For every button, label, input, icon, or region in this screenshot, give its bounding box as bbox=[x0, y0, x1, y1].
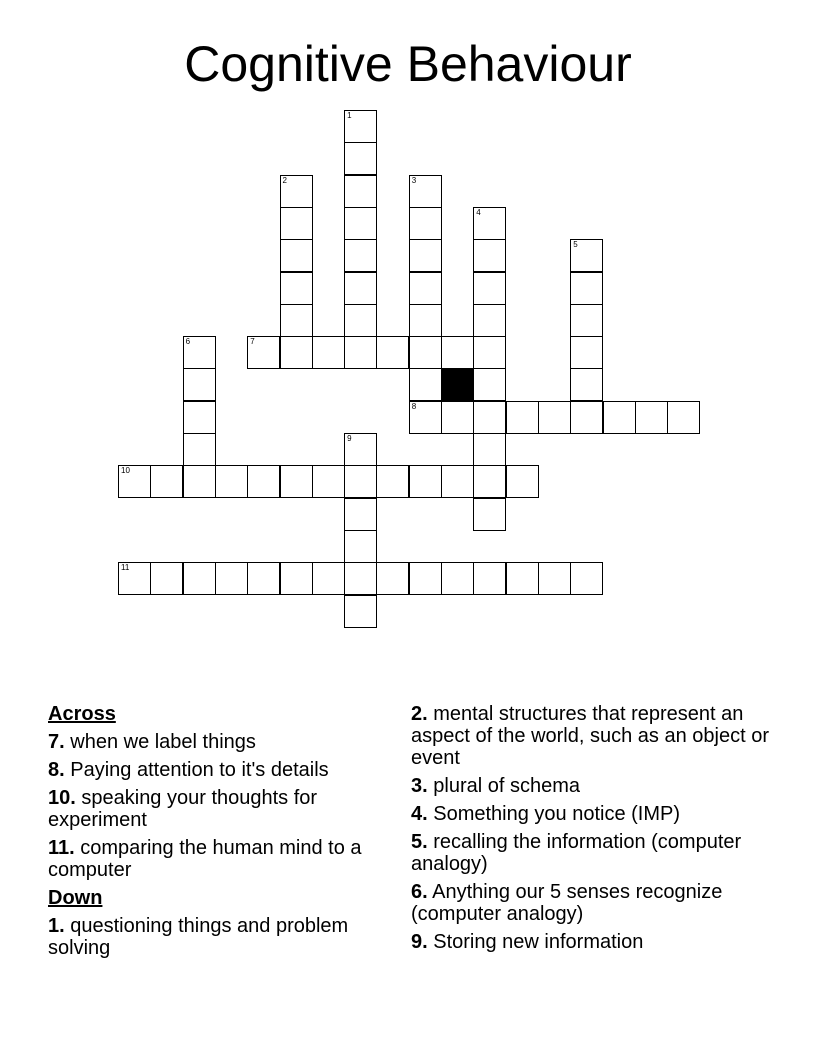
clue-number: 4 bbox=[476, 207, 481, 217]
grid-cell[interactable] bbox=[150, 562, 183, 595]
clue-down-6: 6. Anything our 5 senses recognize (computer analogy) bbox=[411, 881, 723, 925]
grid-cell[interactable] bbox=[441, 465, 474, 498]
grid-cell[interactable] bbox=[344, 175, 377, 208]
grid-cell[interactable] bbox=[344, 498, 377, 531]
grid-cell[interactable] bbox=[409, 207, 442, 240]
clue-across-11: 11. comparing the human mind to a computer bbox=[48, 837, 362, 881]
grid-cell[interactable] bbox=[538, 562, 571, 595]
grid-cell[interactable] bbox=[506, 562, 539, 595]
puzzle-title: Cognitive Behaviour bbox=[184, 36, 632, 92]
grid-cell[interactable] bbox=[183, 368, 216, 401]
grid-cell[interactable] bbox=[344, 595, 377, 628]
grid-cell[interactable] bbox=[409, 272, 442, 305]
grid-cell[interactable] bbox=[473, 562, 506, 595]
grid-cell[interactable] bbox=[183, 401, 216, 434]
grid-cell[interactable] bbox=[570, 304, 603, 337]
grid-block bbox=[441, 368, 474, 401]
grid-cell[interactable] bbox=[441, 336, 474, 369]
grid-cell[interactable] bbox=[344, 465, 377, 498]
clue-across-8: 8. Paying attention to it's details bbox=[48, 759, 329, 781]
grid-cell[interactable] bbox=[344, 562, 377, 595]
grid-cell[interactable] bbox=[344, 433, 377, 466]
grid-cell[interactable] bbox=[183, 433, 216, 466]
grid-cell[interactable] bbox=[280, 272, 313, 305]
grid-cell[interactable] bbox=[473, 304, 506, 337]
clue-across-7: 7. when we label things bbox=[48, 731, 256, 753]
grid-cell[interactable] bbox=[150, 465, 183, 498]
clue-number: 6 bbox=[185, 337, 191, 347]
grid-cell[interactable] bbox=[570, 272, 603, 305]
grid-cell[interactable] bbox=[280, 304, 313, 337]
grid-cell[interactable] bbox=[247, 465, 280, 498]
grid-cell[interactable] bbox=[344, 336, 377, 369]
grid-cell[interactable] bbox=[344, 272, 377, 305]
grid-cell[interactable] bbox=[441, 401, 474, 434]
grid-cell[interactable] bbox=[118, 562, 151, 595]
grid-cell[interactable] bbox=[570, 239, 603, 272]
grid-cell[interactable] bbox=[344, 142, 377, 175]
clues-right-column bbox=[411, 703, 771, 959]
grid-cell[interactable] bbox=[409, 465, 442, 498]
grid-cell[interactable] bbox=[473, 433, 506, 466]
clue-down-3: 3. plural of schema bbox=[411, 775, 580, 797]
grid-cell[interactable] bbox=[473, 368, 506, 401]
clue-number: 5 bbox=[573, 240, 578, 250]
clue-across-10: 10. speaking your thoughts for experiment bbox=[48, 787, 318, 831]
grid-cell[interactable] bbox=[473, 207, 506, 240]
clue-down-9: 9. Storing new information bbox=[411, 931, 644, 953]
grid-cell[interactable] bbox=[344, 110, 377, 143]
grid-cell[interactable] bbox=[280, 175, 313, 208]
grid-cell[interactable] bbox=[473, 465, 506, 498]
grid-cell[interactable] bbox=[183, 562, 216, 595]
grid-cell[interactable] bbox=[409, 368, 442, 401]
grid-cell[interactable] bbox=[538, 401, 571, 434]
clue-number: 3 bbox=[411, 175, 417, 185]
grid-cell[interactable] bbox=[409, 175, 442, 208]
grid-cell[interactable] bbox=[409, 239, 442, 272]
grid-cell[interactable] bbox=[441, 562, 474, 595]
grid-cell[interactable] bbox=[183, 465, 216, 498]
grid-cell[interactable] bbox=[344, 530, 377, 563]
grid-cell[interactable] bbox=[506, 401, 539, 434]
clues-left-column bbox=[48, 703, 393, 965]
clue-number: 8 bbox=[411, 401, 417, 411]
grid-cell[interactable] bbox=[247, 336, 280, 369]
grid-cell[interactable] bbox=[280, 336, 313, 369]
grid-cell[interactable] bbox=[409, 304, 442, 337]
grid-cell[interactable] bbox=[570, 562, 603, 595]
grid-cell[interactable] bbox=[473, 498, 506, 531]
grid-cell[interactable] bbox=[376, 562, 409, 595]
grid-cell[interactable] bbox=[215, 562, 248, 595]
grid-cell[interactable] bbox=[118, 465, 151, 498]
grid-cell[interactable] bbox=[280, 207, 313, 240]
clue-down-2: 2. mental structures that represent an aspect of the world, such as an object or event bbox=[411, 703, 769, 769]
grid-cell[interactable] bbox=[312, 336, 345, 369]
grid-cell[interactable] bbox=[506, 465, 539, 498]
grid-cell[interactable] bbox=[312, 562, 345, 595]
grid-cell[interactable] bbox=[409, 562, 442, 595]
grid-cell[interactable] bbox=[376, 465, 409, 498]
grid-cell[interactable] bbox=[473, 239, 506, 272]
clue-number: 10 bbox=[121, 466, 130, 476]
grid-cell[interactable] bbox=[376, 336, 409, 369]
clue-down-1: 1. questioning things and problem solving bbox=[48, 915, 349, 959]
clue-number: 1 bbox=[347, 111, 352, 120]
down-heading: Down bbox=[48, 887, 103, 909]
clue-down-4: 4. Something you notice (IMP) bbox=[411, 803, 681, 825]
clue-number: 7 bbox=[250, 337, 255, 347]
grid-cell[interactable] bbox=[215, 465, 248, 498]
grid-cell[interactable] bbox=[344, 239, 377, 272]
clue-number: 2 bbox=[282, 175, 287, 185]
grid-cell[interactable] bbox=[603, 401, 636, 434]
grid-cell[interactable] bbox=[473, 336, 506, 369]
across-heading: Across bbox=[48, 703, 116, 725]
grid-cell[interactable] bbox=[344, 304, 377, 337]
grid-cell[interactable] bbox=[635, 401, 668, 434]
grid-cell[interactable] bbox=[570, 401, 603, 434]
grid-cell[interactable] bbox=[280, 239, 313, 272]
clue-number: 11 bbox=[121, 563, 130, 573]
grid-cell[interactable] bbox=[280, 562, 313, 595]
grid-cell[interactable] bbox=[183, 336, 216, 369]
clue-down-5: 5. recalling the information (computer analogy) bbox=[411, 831, 742, 875]
clue-number: 9 bbox=[347, 434, 352, 443]
grid-cell[interactable] bbox=[473, 401, 506, 434]
grid-cell[interactable] bbox=[473, 272, 506, 305]
grid-cell[interactable] bbox=[570, 368, 603, 401]
grid-cell[interactable] bbox=[409, 336, 442, 369]
grid-cell[interactable] bbox=[570, 336, 603, 369]
grid-cell[interactable] bbox=[247, 562, 280, 595]
grid-cell[interactable] bbox=[312, 465, 345, 498]
grid-cell[interactable] bbox=[409, 401, 442, 434]
grid-cell[interactable] bbox=[667, 401, 700, 434]
grid-cell[interactable] bbox=[344, 207, 377, 240]
grid-cell[interactable] bbox=[280, 465, 313, 498]
